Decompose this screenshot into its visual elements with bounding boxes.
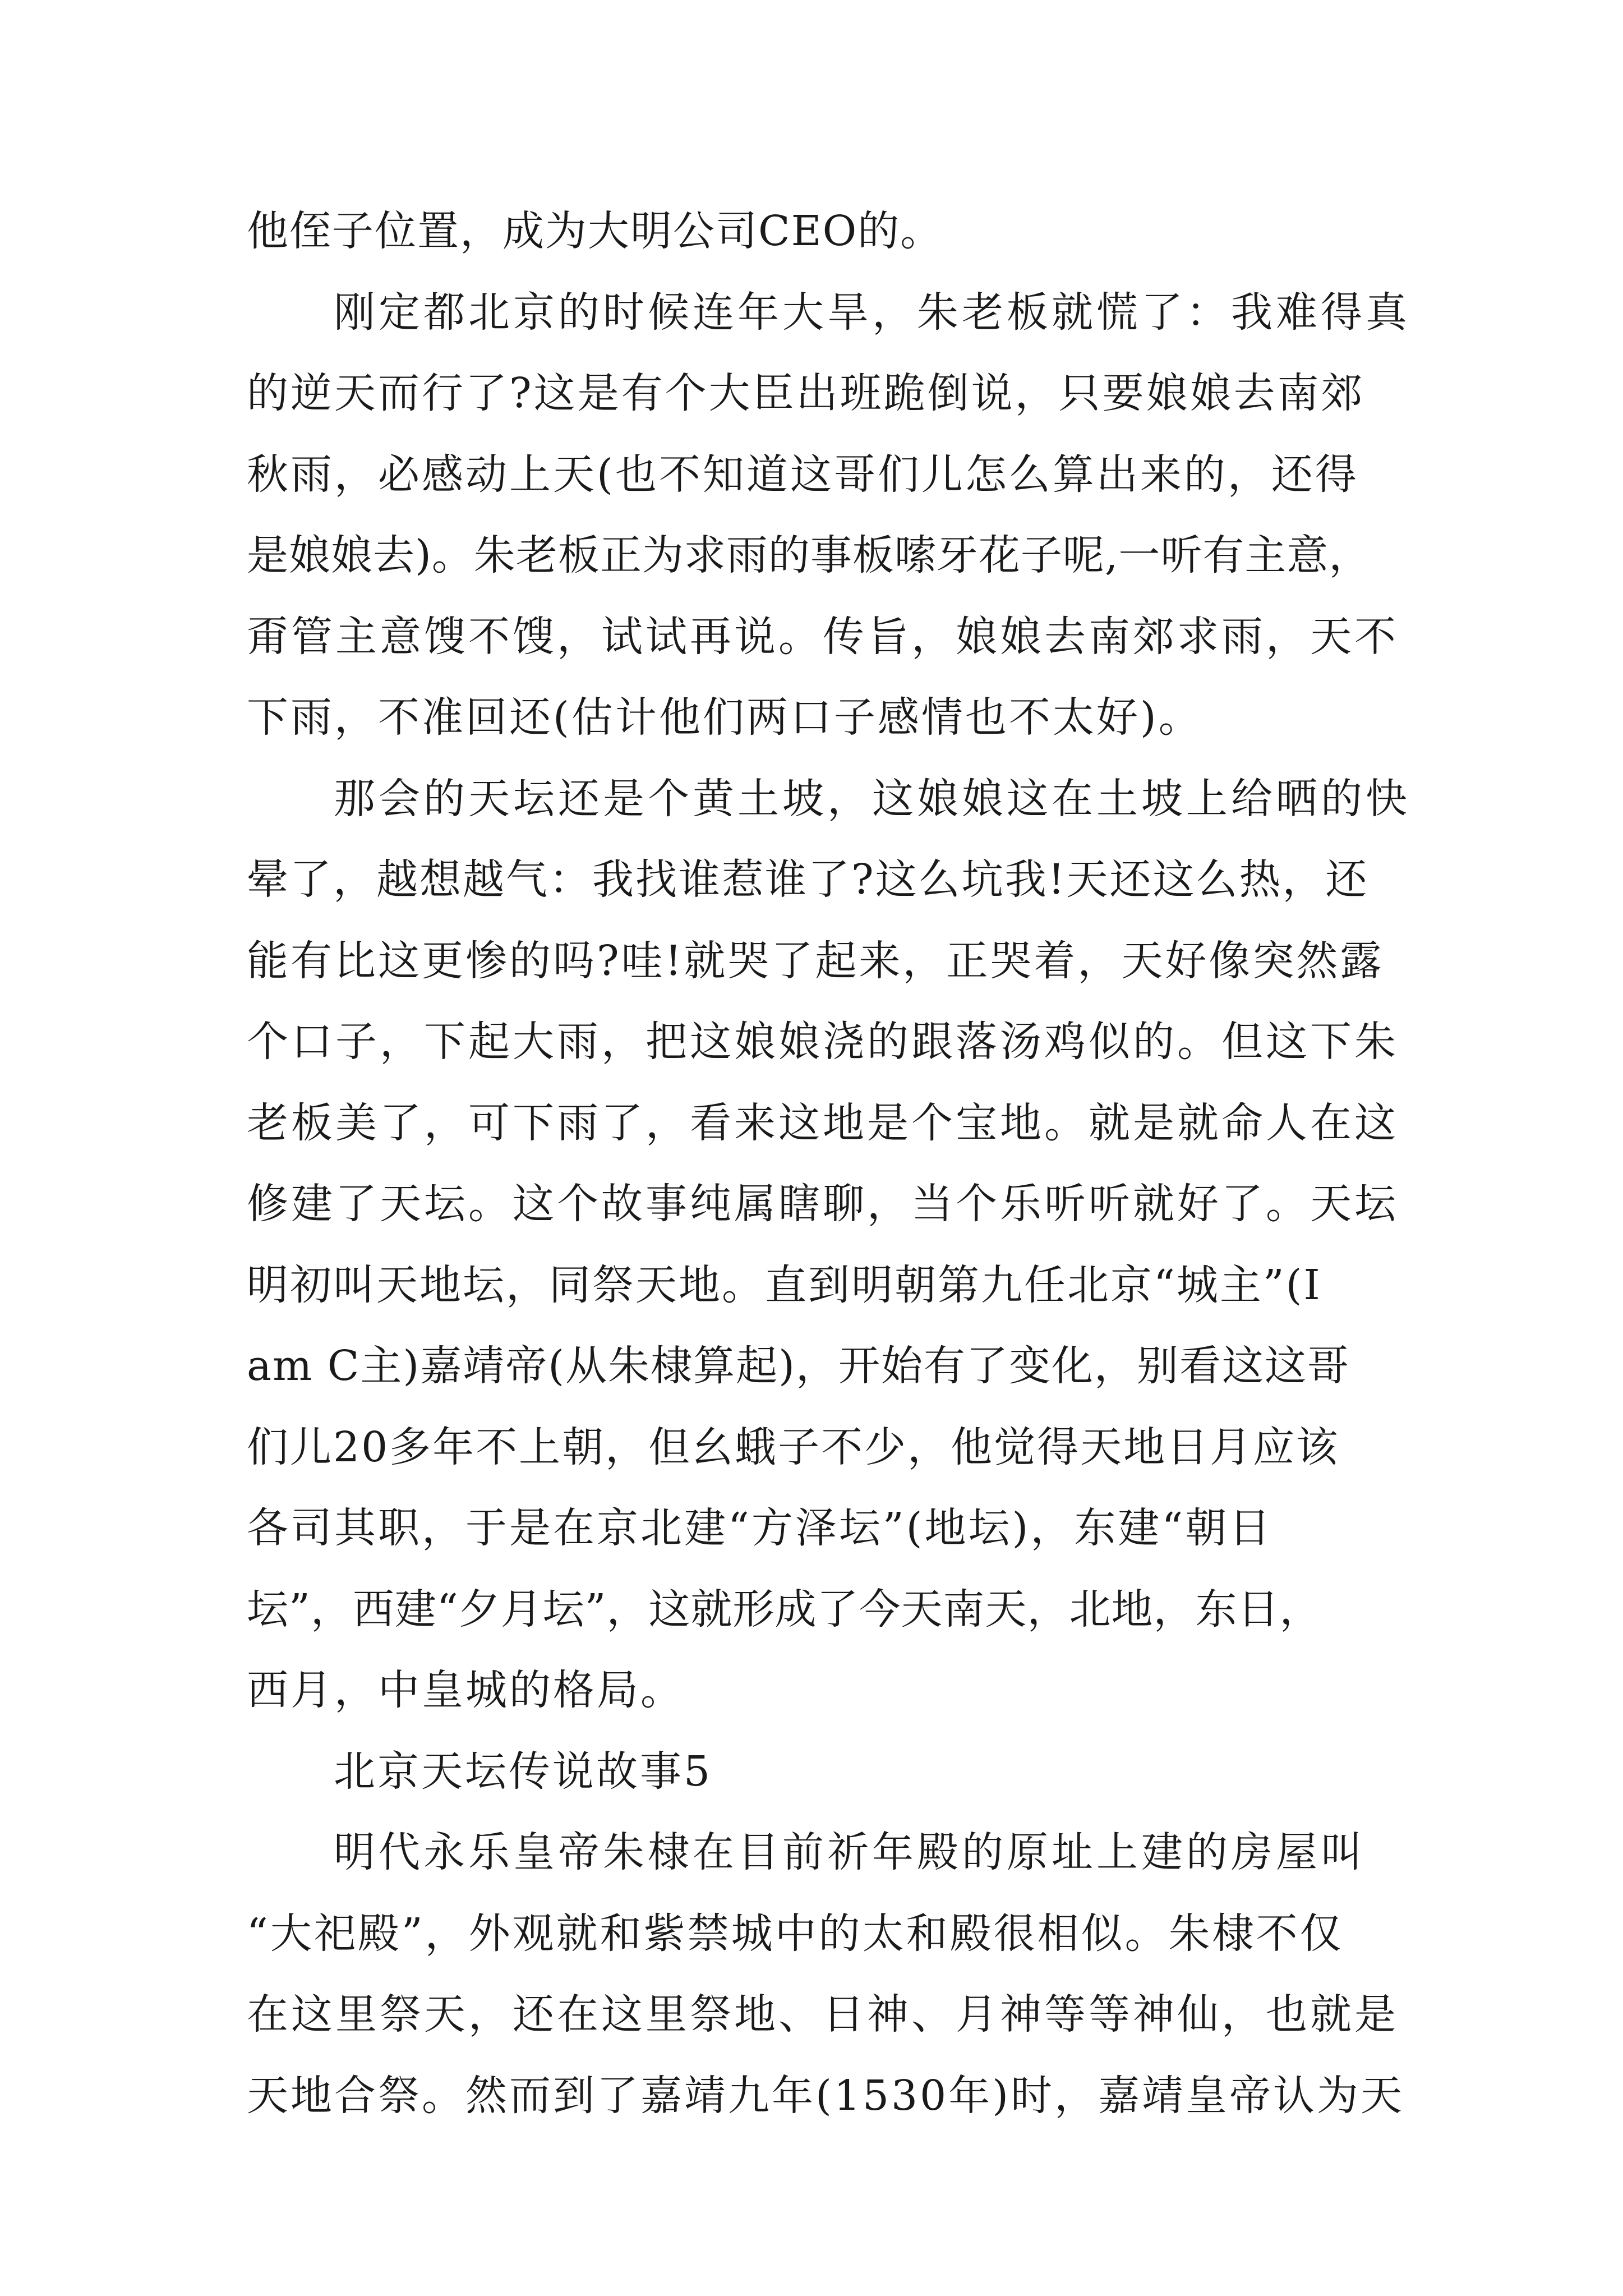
paragraph-start-line: 明代永乐皇帝朱棣在目前祈年殿的原址上建的房屋叫 — [334, 1828, 1366, 1876]
text-line: am C主)嘉靖帝(从朱棣算起)，开始有了变化，别看这这哥 — [247, 1342, 1350, 1390]
text-line: 坛”，西建“夕月坛”，这就形成了今天南天，北地，东日， — [247, 1585, 1322, 1634]
text-line: 明初叫天地坛，同祭天地。直到明朝第九任北京“城主”(I — [247, 1261, 1322, 1309]
text-line: 西月，中皇城的格局。 — [247, 1666, 684, 1714]
text-line: 修建了天坛。这个故事纯属瞎聊，当个乐听听就好了。天坛 — [247, 1180, 1399, 1228]
text-line: 各司其职，于是在京北建“方泽坛”(地坛)，东建“朝日 — [247, 1504, 1273, 1552]
text-line: 们儿20多年不上朝，但幺蛾子不少，他觉得天地日月应该 — [247, 1423, 1340, 1471]
text-line: “大祀殿”，外观就和紫禁城中的太和殿很相似。朱棣不仅 — [247, 1910, 1344, 1958]
text-line: 的逆天而行了?这是有个大臣出班跪倒说，只要娘娘去南郊 — [247, 369, 1365, 417]
text-line: 能有比这更惨的吗?哇!就哭了起来，正哭着，天好像突然露 — [247, 937, 1384, 985]
section-heading: 北京天坛传说故事5 — [334, 1747, 713, 1796]
text-line: 是娘娘去)。朱老板正为求雨的事板嗦牙花子呢,一听有主意， — [247, 531, 1371, 579]
paragraph-start-line: 刚定都北京的时候连年大旱，朱老板就慌了：我难得真 — [334, 288, 1410, 337]
text-line: 甭管主意馊不馊，试试再说。传旨，娘娘去南郊求雨，天不 — [247, 613, 1399, 661]
text-line: 秋雨，必感动上天(也不知道这哥们儿怎么算出来的，还得 — [247, 450, 1359, 499]
text-line: 晕了，越想越气：我找谁惹谁了?这么坑我!天还这么热，还 — [247, 855, 1369, 904]
text-line: 天地合祭。然而到了嘉靖九年(1530年)时，嘉靖皇帝认为天 — [247, 2072, 1405, 2120]
text-line: 下雨，不准回还(估计他们两口子感情也不太好)。 — [247, 693, 1202, 742]
paragraph-start-line: 那会的天坛还是个黄土坡，这娘娘这在土坡上给晒的快 — [334, 775, 1410, 823]
text-line: 他侄子位置，成为大明公司CEO的。 — [247, 207, 943, 255]
text-line: 个口子，下起大雨，把这娘娘浇的跟落汤鸡似的。但这下朱 — [247, 1018, 1399, 1066]
text-line: 在这里祭天，还在这里祭地、日神、月神等等神仙，也就是 — [247, 1990, 1399, 2039]
text-line: 老板美了，可下雨了，看来这地是个宝地。就是就命人在这 — [247, 1099, 1399, 1147]
